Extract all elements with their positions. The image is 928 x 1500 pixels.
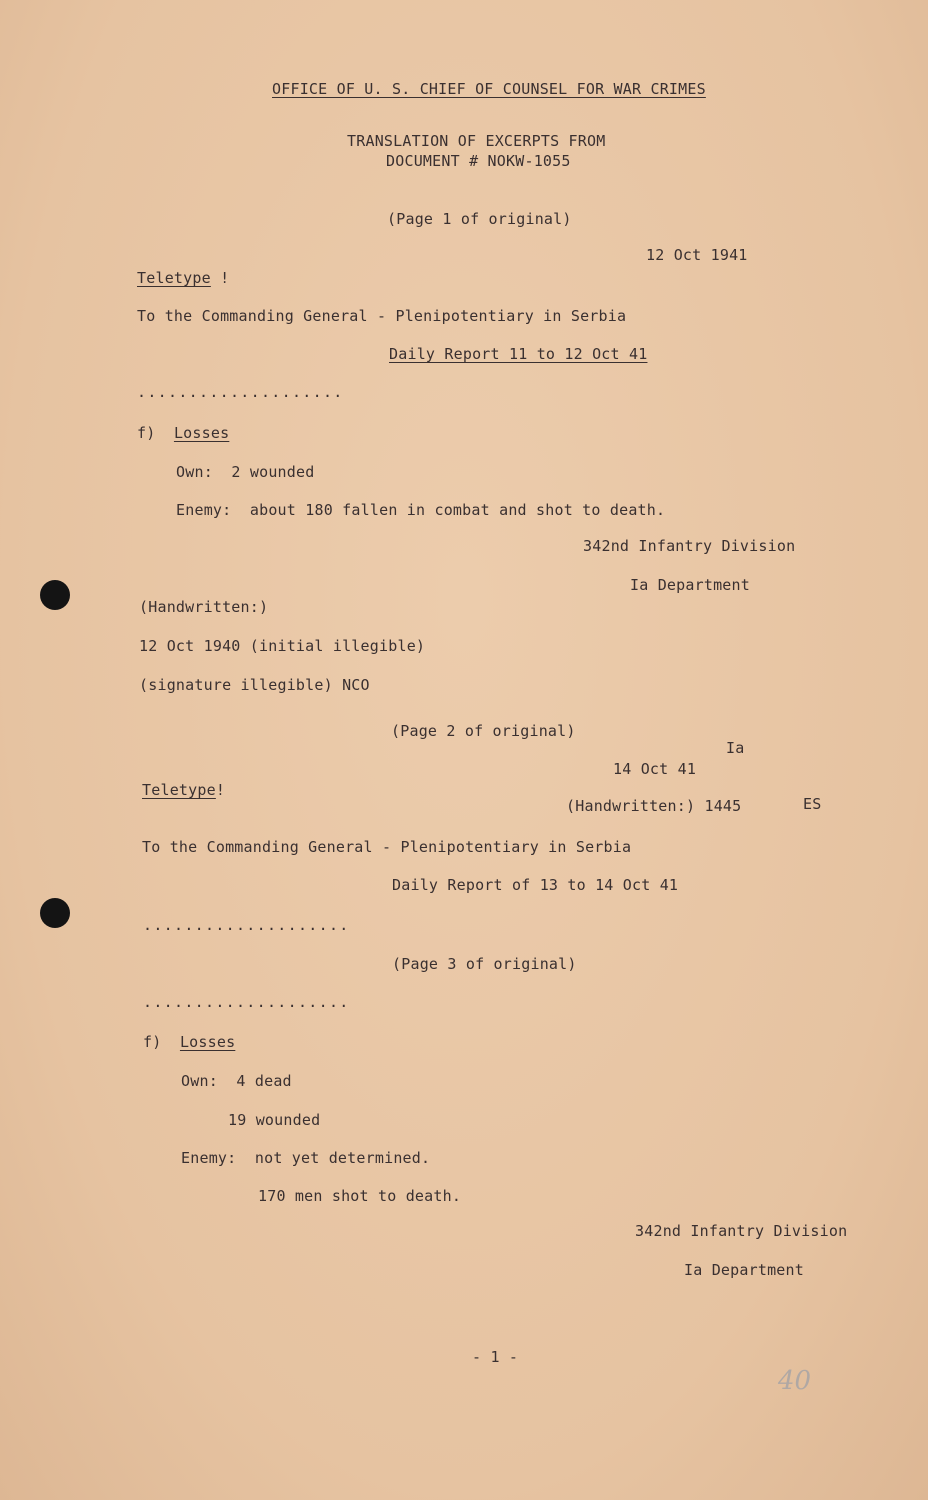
page-number: - 1 - <box>472 1348 519 1366</box>
report-1-title: Daily Report 11 to 12 Oct 41 <box>389 345 648 363</box>
punch-hole-bottom <box>40 898 70 928</box>
own-losses-3: Own: 4 dead <box>181 1072 292 1090</box>
report-2-title: Daily Report of 13 to 14 Oct 41 <box>392 876 679 894</box>
enemy-losses-3: Enemy: not yet determined. <box>181 1149 431 1167</box>
handwritten-note-label: (Handwritten:) <box>139 598 269 616</box>
department-3: Ia Department <box>684 1261 804 1279</box>
losses-heading-3: f) Losses <box>143 1033 236 1051</box>
page-2-marker: (Page 2 of original) <box>391 722 576 740</box>
pencil-folio-number: 40 <box>778 1366 812 1396</box>
addressee-line-1: To the Commanding General - Plenipotentiary in Serbia <box>137 307 627 325</box>
page-3-marker: (Page 3 of original) <box>392 955 577 973</box>
enemy-shot-3: 170 men shot to death. <box>258 1187 462 1205</box>
report-2-date: 14 Oct 41 <box>613 760 697 778</box>
omission-dots-3: .................... <box>143 993 350 1011</box>
handwritten-date: 12 Oct 1940 (initial illegible) <box>139 637 426 655</box>
ia-mark: Ia <box>726 739 745 757</box>
document-number: DOCUMENT # NOKW-1055 <box>386 152 571 170</box>
enemy-losses-1: Enemy: about 180 fallen in combat and shot to death. <box>176 501 666 519</box>
department-1: Ia Department <box>630 576 750 594</box>
office-header: OFFICE OF U. S. CHIEF OF COUNSEL FOR WAR CRIMES <box>272 80 706 98</box>
page-1-marker: (Page 1 of original) <box>387 210 572 228</box>
own-wounded-3: 19 wounded <box>228 1111 321 1129</box>
addressee-line-2: To the Commanding General - Plenipotentiary in Serbia <box>142 838 632 856</box>
omission-dots-2: .................... <box>143 916 350 934</box>
translation-title: TRANSLATION OF EXCERPTS FROM <box>347 132 606 150</box>
division-1: 342nd Infantry Division <box>583 537 796 555</box>
teletype-label-1: Teletype ! <box>137 269 230 287</box>
report-1-date: 12 Oct 1941 <box>646 246 748 264</box>
es-mark: ES <box>803 795 822 813</box>
teletype-label-2: Teletype! <box>142 781 226 799</box>
signature-line: (signature illegible) NCO <box>139 676 370 694</box>
omission-dots-1: .................... <box>137 383 344 401</box>
own-losses-1: Own: 2 wounded <box>176 463 315 481</box>
punch-hole-top <box>40 580 70 610</box>
losses-heading-1: f) Losses <box>137 424 230 442</box>
division-3: 342nd Infantry Division <box>635 1222 848 1240</box>
handwritten-time: (Handwritten:) 1445 <box>566 797 742 815</box>
